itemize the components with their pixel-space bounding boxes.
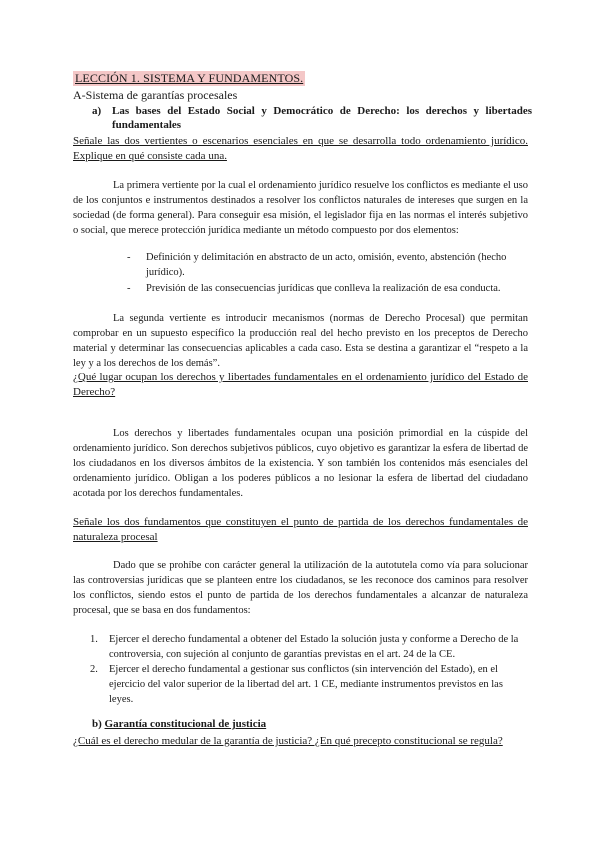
paragraph-1: La primera vertiente por la cual el ordenamiento jurídico resuelve los conflictos es mediante el uso de los conjuntos e instrumentos destinados a resolver los conflictos naturales de intereses que surgen en la sociedad (de forma general). Para conseguir esa misión, el legislador fija en las normas el interés subjetivo o social, que merece protección jurídica mediante un método compuesto por dos elementos: [73,180,528,236]
list-item-text: Ejercer el derecho fundamental a obtener del Estado la solución justa y conforme a Derecho de la controversia, con sujeción al conjunto de garantías previstas en el art. 24 de la CE. [109,634,519,660]
list-item-text: Definición y delimitación en abstracto de un acto, omisión, evento, abstención (hecho jurídico). [146,252,507,278]
paragraph-3: Los derechos y libertades fundamentales ocupan una posición primordial en la cúspide del ordenamiento jurídico. Son derechos subjetivos públicos, cuyo objetivo es garantizar la esfera de libertad de los ciudadanos en los diversos ámbitos de la existencia. Y son también los contenidos más esenciales del ordenamiento jurídico. Obligan a los poderes públicos a no lesionar la esfera de libertad del ciudadano acotada por los derechos fundamentales. [73,428,528,499]
list-item [90,662,528,707]
question-1: Señale las dos vertientes o escenarios esenciales en que se desarrolla todo ordenamiento jurídico. Explique en qué consiste cada una. [73,135,528,162]
question-3: Señale los dos fundamentos que constituyen el punto de partida de los derechos fundamentales de naturaleza procesal [73,516,528,543]
list-marker: 1. [90,634,98,645]
list-item [127,250,527,280]
list-marker: - [127,252,131,263]
list-item-text: Ejercer el derecho fundamental a gestionar sus conflictos (sin intervención del Estado), en el ejercicio del valor superior de la libertad del art. 1 CE, mediante instrumentos previstos en las leyes. [109,664,503,705]
list-item [127,281,527,296]
subsection-label: b) [92,718,102,730]
list-marker: 2. [90,664,98,675]
subsection-heading-a [92,104,532,132]
list-item [90,632,528,662]
list-item-text: Previsión de las consecuencias jurídicas que conlleva la realización de esa conducta. [146,283,501,294]
subsection-heading-b [92,718,266,730]
subsection-text: Garantía constitucional de justicia [104,718,267,730]
subsection-label: a) [92,105,102,117]
section-heading: A-Sistema de garantías procesales [73,88,238,102]
subsection-text: Las bases del Estado Social y Democrático de Derecho: los derechos y libertades fundamentales [112,105,532,131]
question-4: ¿Cuál es el derecho medular de la garantía de justicia? ¿En qué precepto constitucional se regula? [73,735,503,747]
paragraph-2: La segunda vertiente es introducir mecanismos (normas de Derecho Procesal) que permitan comprobar en un supuesto específico la producción real del hecho previsto en los preceptos de Derecho material y determinar las consecuencias aplicables a cada caso. Esta se destina a garantizar el “respeto a la ley y a los derechos de los demás”. [73,313,528,369]
lesson-title: LECCIÓN 1. SISTEMA Y FUNDAMENTOS. [75,71,304,85]
question-2: ¿Qué lugar ocupan los derechos y libertades fundamentales en el ordenamiento jurídico del Estado de Derecho? [73,371,528,398]
paragraph-4: Dado que se prohíbe con carácter general la utilización de la autotutela como vía para solucionar las controversias jurídicas que se planteen entre los ciudadanos, se les reconoce dos caminos para resolver los conflictos, siendo estos el punto de partida de los derechos fundamentales a alcanzar de naturaleza procesal, que se basa en dos fundamentos: [73,560,528,616]
list-marker: - [127,283,131,294]
